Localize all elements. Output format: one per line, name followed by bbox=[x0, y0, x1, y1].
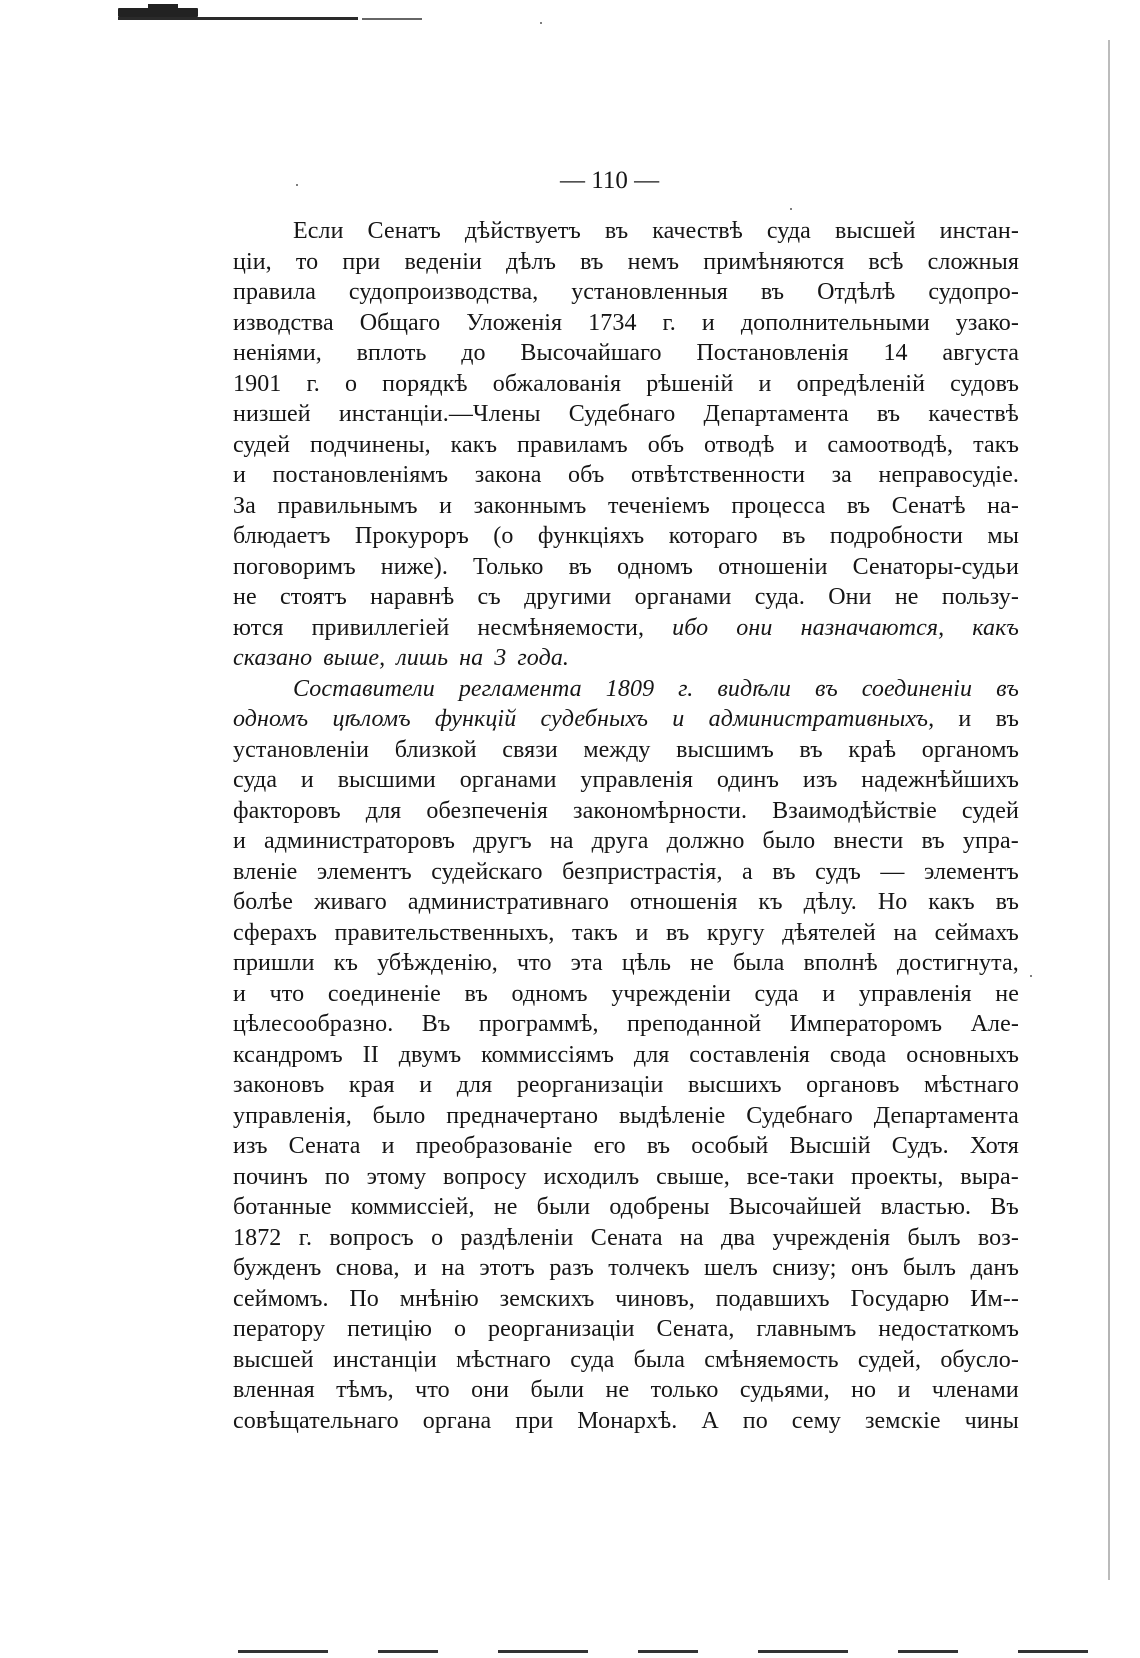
text-line: законовъ края и для реорганизаціи высшихъ органовъ мѣстнаго bbox=[233, 1072, 1019, 1098]
text-line: факторовъ для обезпеченія закономѣрности. Взаимодѣйствіе судей bbox=[233, 797, 1019, 824]
scan-artifact-speck bbox=[1030, 975, 1032, 977]
scan-artifact-speck bbox=[540, 22, 542, 24]
text-line: ботанные коммиссіей, не были одобрены Высочайшей властью. Въ bbox=[233, 1194, 1019, 1220]
text-line: одномъ цѣломъ функцій судебныхъ и административныхъ, и въ bbox=[233, 706, 1019, 732]
text-line: управленія, было предначертано выдѣленіе Судебнаго Департамента bbox=[233, 1102, 1019, 1129]
text-line: вленіе элементъ судейскаго безпристрастія, а въ судъ — элементъ bbox=[233, 858, 1019, 885]
body-text bbox=[233, 216, 1019, 1436]
text-line: совѣщательнаго органа при Монархѣ. А по сему земскіе чины bbox=[233, 1407, 1019, 1434]
scan-artifact-top-rule-faded bbox=[362, 18, 422, 20]
text-line: ціи, то при веденіи дѣлъ въ немъ примѣняются всѣ сложныя bbox=[233, 248, 1019, 275]
text-line: сферахъ правительственныхъ, такъ и въ кругу дѣятелей на сеймахъ bbox=[233, 919, 1019, 946]
text-line: сеймомъ. По мнѣнію земскихъ чиновъ, подавшихъ Государю Им-- bbox=[233, 1285, 1019, 1312]
text-line: За правильнымъ и законнымъ теченіемъ процесса въ Сенатѣ на- bbox=[233, 492, 1019, 519]
text-line: низшей инстанціи.—Члены Судебнаго Департамента въ качествѣ bbox=[233, 401, 1019, 427]
scan-artifact-speck bbox=[790, 208, 792, 210]
text-line: пришли къ убѣжденію, что эта цѣль не была вполнѣ достигнута, bbox=[233, 950, 1019, 976]
text-line: Составители регламента 1809 г. видѣли въ соединеніи въ bbox=[293, 675, 1019, 702]
text-line: ператору петицію о реорганизаціи Сената, главнымъ недостаткомъ bbox=[233, 1316, 1019, 1342]
text-line: вленная тѣмъ, что они были не только судьями, но и членами bbox=[233, 1377, 1019, 1403]
text-line: правила судопроизводства, установленныя въ Отдѣлѣ судопро- bbox=[233, 279, 1019, 305]
text-line: не стоятъ наравнѣ съ другими органами суда. Они не пользу- bbox=[233, 584, 1019, 610]
text-line: и что соединеніе въ одномъ учрежденіи суда и управленія не bbox=[233, 980, 1019, 1007]
page-number: — 110 — bbox=[560, 167, 660, 194]
scan-artifact-top-rule bbox=[118, 17, 358, 20]
text-line: поговоримъ ниже). Только въ одномъ отношеніи Сенаторы-судьи bbox=[233, 553, 1019, 580]
text-line: бужденъ снова, и на этотъ разъ толчекъ шелъ снизу; онъ былъ данъ bbox=[233, 1255, 1019, 1281]
text-line: Если Сенатъ дѣйствуетъ въ качествѣ суда высшей инстан- bbox=[293, 218, 1019, 244]
text-line: починъ по этому вопросу исходилъ свыше, все-таки проекты, выра- bbox=[233, 1163, 1019, 1190]
text-line: блюдаетъ Прокуроръ (о функціяхъ котораго въ подробности мы bbox=[233, 523, 1019, 549]
text-line: изводства Общаго Уложенія 1734 г. и дополнительными узако- bbox=[233, 309, 1019, 336]
text-line: цѣлесообразно. Въ программѣ, преподанной Императоромъ Але- bbox=[233, 1011, 1019, 1037]
text-line: 1872 г. вопросъ о раздѣленіи Сената на два учрежденія былъ воз- bbox=[233, 1224, 1019, 1251]
text-line: судей подчинены, какъ правиламъ объ отводѣ и самоотводѣ, такъ bbox=[233, 431, 1019, 458]
text-line: суда и высшими органами управленія одинъ изъ надежнѣйшихъ bbox=[233, 767, 1019, 793]
text-line: неніями, вплоть до Высочайшаго Постановленія 14 августа bbox=[233, 340, 1019, 366]
text-line: изъ Сената и преобразованіе его въ особый Высшій Судъ. Хотя bbox=[233, 1133, 1019, 1159]
text-line: и постановленіямъ закона объ отвѣтственности за неправосудіе. bbox=[233, 462, 1019, 488]
text-line: высшей инстанціи мѣстнаго суда была смѣняемость судей, обусло- bbox=[233, 1346, 1019, 1373]
text-line: и администраторовъ другъ на друга должно было внести въ упра- bbox=[233, 828, 1019, 854]
scan-artifact-speck bbox=[296, 184, 298, 186]
scan-artifact-right-edge bbox=[1108, 40, 1110, 1580]
scan-artifact-bottom-rule bbox=[238, 1650, 1088, 1653]
scan-artifact-top-mark bbox=[118, 8, 198, 17]
text-line: ются привиллегіей несмѣняемости, ибо они назначаются, какъ bbox=[233, 614, 1019, 641]
text-line: ксандромъ II двумъ коммиссіямъ для составленія свода основныхъ bbox=[233, 1041, 1019, 1068]
text-line: сказано выше, лишь на 3 года. bbox=[233, 645, 570, 671]
text-line: установленіи близкой связи между высшимъ въ краѣ органомъ bbox=[233, 736, 1019, 763]
text-line: болѣе живаго административнаго отношенія къ дѣлу. Но какъ въ bbox=[233, 889, 1019, 915]
text-line: 1901 г. о порядкѣ обжалованія рѣшеній и опредѣленій судовъ bbox=[233, 370, 1019, 397]
